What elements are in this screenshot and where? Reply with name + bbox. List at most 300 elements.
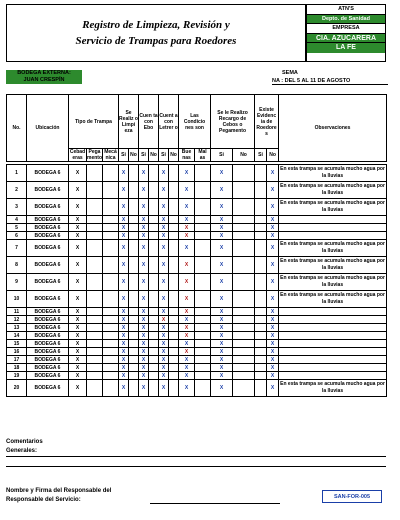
cebo-no-cell	[149, 240, 159, 257]
row-number: 7	[7, 240, 27, 257]
mecanica-cell	[103, 232, 119, 240]
evidencia-si-cell	[255, 182, 267, 199]
mecanica-cell	[103, 356, 119, 364]
cebaderas-mark: X	[69, 274, 87, 291]
cebaderas-mark: X	[69, 232, 87, 240]
evidencia-no-mark: X	[267, 372, 279, 380]
letrero-si-mark: X	[159, 257, 169, 274]
limpieza-no-cell	[129, 324, 139, 332]
cebo-no-cell	[149, 216, 159, 224]
pegamento-cell	[87, 316, 103, 324]
table-row	[7, 372, 387, 380]
cebo-no-cell	[149, 257, 159, 274]
pegamento-cell	[87, 257, 103, 274]
limpieza-no-cell	[129, 199, 139, 216]
letrero-no-cell	[169, 232, 179, 240]
sub-si: Si	[211, 149, 233, 162]
recargo-no-cell	[233, 240, 255, 257]
row-location: BODEGA 6	[27, 291, 69, 308]
letrero-si-mark: X	[159, 332, 169, 340]
evidencia-si-cell	[255, 199, 267, 216]
letrero-si-mark: X	[159, 356, 169, 364]
mecanica-cell	[103, 340, 119, 348]
observation-cell: En esta trampa se acumula mucho agua por la lluvias	[279, 240, 387, 257]
col-condiciones: Las Condicio nes son	[179, 95, 211, 149]
letrero-no-cell	[169, 308, 179, 316]
table-row	[7, 199, 387, 216]
letrero-si-mark: X	[159, 232, 169, 240]
row-number: 15	[7, 340, 27, 348]
letrero-no-cell	[169, 257, 179, 274]
cebo-si-mark: X	[139, 340, 149, 348]
pegamento-cell	[87, 216, 103, 224]
limpieza-si-mark: X	[119, 308, 129, 316]
cebo-no-cell	[149, 232, 159, 240]
pegamento-cell	[87, 199, 103, 216]
cebaderas-mark: X	[69, 348, 87, 356]
department-label: Depto. de Sanidad	[307, 15, 385, 25]
row-number: 10	[7, 291, 27, 308]
limpieza-no-cell	[129, 274, 139, 291]
col-letrero: Cuent a con Letrer o	[159, 95, 179, 149]
table-row	[7, 240, 387, 257]
limpieza-no-cell	[129, 332, 139, 340]
limpieza-no-cell	[129, 165, 139, 182]
row-number: 20	[7, 380, 27, 397]
pegamento-cell	[87, 324, 103, 332]
buenas-mark: X	[179, 356, 195, 364]
row-number: 3	[7, 199, 27, 216]
signature-line	[150, 503, 280, 504]
malas-cell	[195, 291, 211, 308]
observation-cell	[279, 316, 387, 324]
table-row	[7, 316, 387, 324]
row-location: BODEGA 6	[27, 332, 69, 340]
cebo-no-cell	[149, 308, 159, 316]
recargo-si-mark: X	[211, 240, 233, 257]
cebo-no-cell	[149, 291, 159, 308]
mecanica-cell	[103, 332, 119, 340]
letrero-si-mark: X	[159, 316, 169, 324]
mecanica-cell	[103, 380, 119, 397]
observation-cell: En esta trampa se acumula mucho agua por la lluvias	[279, 257, 387, 274]
sub-pegamento: Pega mento	[87, 149, 102, 161]
row-number: 8	[7, 257, 27, 274]
table-row	[7, 257, 387, 274]
table-row	[7, 364, 387, 372]
letrero-no-cell	[169, 224, 179, 232]
recargo-si-mark: X	[211, 316, 233, 324]
limpieza-no-cell	[129, 240, 139, 257]
row-number: 2	[7, 182, 27, 199]
col-tipo-trampa: Tipo de Trampa	[69, 95, 119, 149]
letrero-si-mark: X	[159, 199, 169, 216]
table-row	[7, 291, 387, 308]
cebo-si-mark: X	[139, 324, 149, 332]
malas-cell	[195, 165, 211, 182]
evidencia-no-mark: X	[267, 291, 279, 308]
pegamento-cell	[87, 182, 103, 199]
pegamento-cell	[87, 232, 103, 240]
buenas-mark: X	[179, 199, 195, 216]
table-row	[7, 356, 387, 364]
evidencia-no-mark: X	[267, 356, 279, 364]
row-number: 6	[7, 232, 27, 240]
limpieza-si-mark: X	[119, 348, 129, 356]
row-location: BODEGA 6	[27, 240, 69, 257]
limpieza-si-mark: X	[119, 257, 129, 274]
limpieza-si-mark: X	[119, 356, 129, 364]
observation-cell	[279, 372, 387, 380]
recargo-si-mark: X	[211, 165, 233, 182]
cebaderas-mark: X	[69, 356, 87, 364]
cebaderas-mark: X	[69, 364, 87, 372]
limpieza-no-cell	[129, 224, 139, 232]
recargo-si-mark: X	[211, 291, 233, 308]
recargo-no-cell	[233, 216, 255, 224]
mecanica-cell	[103, 199, 119, 216]
pegamento-cell	[87, 340, 103, 348]
evidencia-no-mark: X	[267, 232, 279, 240]
evidencia-si-cell	[255, 340, 267, 348]
mecanica-cell	[103, 364, 119, 372]
trap-register-table	[6, 94, 387, 397]
malas-cell	[195, 240, 211, 257]
comments-section	[6, 438, 43, 456]
malas-cell	[195, 364, 211, 372]
sub-no: No	[267, 149, 279, 162]
recargo-si-mark: X	[211, 216, 233, 224]
observation-cell: En esta trampa se acumula mucho agua por la lluvias	[279, 165, 387, 182]
general-label: Generales:	[6, 448, 38, 454]
recargo-no-cell	[233, 316, 255, 324]
limpieza-no-cell	[129, 232, 139, 240]
pegamento-cell	[87, 308, 103, 316]
observation-cell	[279, 340, 387, 348]
evidencia-si-cell	[255, 324, 267, 332]
mecanica-cell	[103, 316, 119, 324]
limpieza-no-cell	[129, 182, 139, 199]
recargo-si-mark: X	[211, 232, 233, 240]
letrero-no-cell	[169, 316, 179, 324]
evidencia-no-mark: X	[267, 324, 279, 332]
letrero-si-mark: X	[159, 364, 169, 372]
signature-section	[6, 487, 111, 505]
company-info-box	[306, 4, 386, 62]
cebo-si-mark: X	[139, 274, 149, 291]
form-title-box	[6, 4, 306, 62]
col-limpieza: Se Realiz o Limpi eza	[119, 95, 139, 149]
letrero-no-cell	[169, 274, 179, 291]
cebo-si-mark: X	[139, 364, 149, 372]
letrero-si-mark: X	[159, 348, 169, 356]
recargo-no-cell	[233, 364, 255, 372]
buenas-mark: X	[179, 232, 195, 240]
buenas-mark: X	[179, 165, 195, 182]
cebaderas-mark: X	[69, 240, 87, 257]
mecanica-cell	[103, 348, 119, 356]
recargo-no-cell	[233, 380, 255, 397]
mecanica-cell	[103, 216, 119, 224]
recargo-no-cell	[233, 182, 255, 199]
sub-no: No	[129, 149, 139, 162]
cebaderas-mark: X	[69, 380, 87, 397]
letrero-no-cell	[169, 380, 179, 397]
recargo-no-cell	[233, 199, 255, 216]
recargo-no-cell	[233, 356, 255, 364]
empresa-label: EMPRESA	[307, 24, 385, 34]
row-location: BODEGA 6	[27, 232, 69, 240]
recargo-no-cell	[233, 232, 255, 240]
sub-si: Si	[255, 149, 267, 162]
signature-label-1: Nombre y Firma del Responsable del	[6, 488, 112, 494]
limpieza-si-mark: X	[119, 182, 129, 199]
recargo-si-mark: X	[211, 274, 233, 291]
malas-cell	[195, 372, 211, 380]
recargo-si-mark: X	[211, 332, 233, 340]
letrero-no-cell	[169, 216, 179, 224]
sub-si: Si	[119, 149, 129, 162]
observation-cell	[279, 356, 387, 364]
table-row	[7, 348, 387, 356]
letrero-si-mark: X	[159, 380, 169, 397]
recargo-no-cell	[233, 165, 255, 182]
date-range: NA : DEL 5 AL 11 DE AGOSTO	[272, 78, 388, 85]
comment-line-2	[6, 466, 386, 467]
malas-cell	[195, 308, 211, 316]
letrero-no-cell	[169, 356, 179, 364]
row-number: 5	[7, 224, 27, 232]
evidencia-si-cell	[255, 308, 267, 316]
cebo-no-cell	[149, 372, 159, 380]
pegamento-cell	[87, 364, 103, 372]
buenas-mark: X	[179, 240, 195, 257]
letrero-si-mark: X	[159, 308, 169, 316]
malas-cell	[195, 348, 211, 356]
limpieza-no-cell	[129, 291, 139, 308]
recargo-si-mark: X	[211, 364, 233, 372]
sub-cebaderas: Cebad eras	[69, 149, 86, 161]
cebo-no-cell	[149, 182, 159, 199]
pegamento-cell	[87, 380, 103, 397]
malas-cell	[195, 257, 211, 274]
row-location: BODEGA 6	[27, 224, 69, 232]
cebo-si-mark: X	[139, 232, 149, 240]
col-recargo: Se le Realizo Recargo de Cebos o Pegamento	[211, 95, 255, 149]
table-row	[7, 232, 387, 240]
pegamento-cell	[87, 274, 103, 291]
row-location: BODEGA 6	[27, 364, 69, 372]
limpieza-si-mark: X	[119, 165, 129, 182]
malas-cell	[195, 199, 211, 216]
recargo-si-mark: X	[211, 380, 233, 397]
evidencia-no-mark: X	[267, 316, 279, 324]
limpieza-si-mark: X	[119, 316, 129, 324]
recargo-no-cell	[233, 257, 255, 274]
company-name-2: LA FE	[307, 43, 385, 53]
recargo-si-mark: X	[211, 308, 233, 316]
malas-cell	[195, 224, 211, 232]
mecanica-cell	[103, 372, 119, 380]
letrero-si-mark: X	[159, 182, 169, 199]
evidencia-no-mark: X	[267, 308, 279, 316]
pegamento-cell	[87, 224, 103, 232]
cebo-no-cell	[149, 332, 159, 340]
letrero-no-cell	[169, 332, 179, 340]
comments-label: Comentarios	[6, 439, 43, 445]
recargo-si-mark: X	[211, 340, 233, 348]
evidencia-no-mark: X	[267, 340, 279, 348]
col-no: No.	[7, 95, 27, 162]
cebo-si-mark: X	[139, 308, 149, 316]
evidencia-si-cell	[255, 372, 267, 380]
cebo-no-cell	[149, 316, 159, 324]
evidencia-si-cell	[255, 291, 267, 308]
pegamento-cell	[87, 291, 103, 308]
col-evidencia: Existe Evidenc ia de Roedore s	[255, 95, 279, 149]
table-row	[7, 332, 387, 340]
col-observaciones: Observaciones	[279, 95, 387, 162]
observation-cell: En esta trampa se acumula mucho agua por la lluvias	[279, 380, 387, 397]
row-number: 17	[7, 356, 27, 364]
row-number: 16	[7, 348, 27, 356]
cebo-no-cell	[149, 274, 159, 291]
recargo-no-cell	[233, 291, 255, 308]
cebo-si-mark: X	[139, 216, 149, 224]
cebo-si-mark: X	[139, 348, 149, 356]
table-row	[7, 308, 387, 316]
limpieza-no-cell	[129, 308, 139, 316]
sub-malas: Mal as	[195, 149, 211, 162]
cebaderas-mark: X	[69, 165, 87, 182]
limpieza-no-cell	[129, 380, 139, 397]
table-row	[7, 165, 387, 182]
evidencia-si-cell	[255, 216, 267, 224]
evidencia-no-mark: X	[267, 165, 279, 182]
cebo-no-cell	[149, 324, 159, 332]
letrero-si-mark: X	[159, 165, 169, 182]
recargo-si-mark: X	[211, 199, 233, 216]
cebo-no-cell	[149, 380, 159, 397]
row-number: 13	[7, 324, 27, 332]
buenas-mark: X	[179, 316, 195, 324]
observation-cell	[279, 324, 387, 332]
evidencia-no-mark: X	[267, 240, 279, 257]
limpieza-no-cell	[129, 316, 139, 324]
row-number: 11	[7, 308, 27, 316]
cebo-no-cell	[149, 356, 159, 364]
letrero-no-cell	[169, 240, 179, 257]
cebo-si-mark: X	[139, 291, 149, 308]
evidencia-no-mark: X	[267, 216, 279, 224]
row-location: BODEGA 6	[27, 316, 69, 324]
observation-cell: En esta trampa se acumula mucho agua por la lluvias	[279, 199, 387, 216]
malas-cell	[195, 380, 211, 397]
cebo-no-cell	[149, 224, 159, 232]
row-number: 14	[7, 332, 27, 340]
table-body	[7, 165, 387, 397]
cebo-no-cell	[149, 199, 159, 216]
evidencia-no-mark: X	[267, 274, 279, 291]
observation-cell	[279, 232, 387, 240]
observation-cell: En esta trampa se acumula mucho agua por la lluvias	[279, 274, 387, 291]
cebo-si-mark: X	[139, 332, 149, 340]
limpieza-si-mark: X	[119, 240, 129, 257]
recargo-no-cell	[233, 348, 255, 356]
buenas-mark: X	[179, 216, 195, 224]
recargo-si-mark: X	[211, 324, 233, 332]
cebaderas-mark: X	[69, 182, 87, 199]
pegamento-cell	[87, 372, 103, 380]
letrero-si-mark: X	[159, 216, 169, 224]
buenas-mark: X	[179, 291, 195, 308]
cebaderas-mark: X	[69, 216, 87, 224]
letrero-no-cell	[169, 372, 179, 380]
letrero-si-mark: X	[159, 240, 169, 257]
comment-line-1	[6, 456, 386, 457]
mecanica-cell	[103, 165, 119, 182]
recargo-si-mark: X	[211, 257, 233, 274]
row-location: BODEGA 6	[27, 165, 69, 182]
cebaderas-mark: X	[69, 340, 87, 348]
mecanica-cell	[103, 291, 119, 308]
row-location: BODEGA 6	[27, 274, 69, 291]
row-number: 4	[7, 216, 27, 224]
cebo-si-mark: X	[139, 224, 149, 232]
cebo-si-mark: X	[139, 182, 149, 199]
col-ubicacion: Ubicación	[27, 95, 69, 162]
table-row	[7, 182, 387, 199]
cebo-si-mark: X	[139, 199, 149, 216]
row-location: BODEGA 6	[27, 182, 69, 199]
table-row	[7, 274, 387, 291]
pegamento-cell	[87, 348, 103, 356]
evidencia-si-cell	[255, 380, 267, 397]
sub-no: No	[233, 149, 255, 162]
mecanica-cell	[103, 308, 119, 316]
row-number: 19	[7, 372, 27, 380]
buenas-mark: X	[179, 224, 195, 232]
evidencia-si-cell	[255, 274, 267, 291]
row-location: BODEGA 6	[27, 257, 69, 274]
buenas-mark: X	[179, 182, 195, 199]
limpieza-si-mark: X	[119, 372, 129, 380]
limpieza-no-cell	[129, 257, 139, 274]
sub-buenas: Bue nas	[179, 149, 195, 162]
limpieza-no-cell	[129, 364, 139, 372]
recargo-si-mark: X	[211, 356, 233, 364]
limpieza-si-mark: X	[119, 224, 129, 232]
limpieza-no-cell	[129, 216, 139, 224]
semana-label: SEMA	[282, 70, 298, 76]
limpieza-si-mark: X	[119, 340, 129, 348]
recargo-no-cell	[233, 372, 255, 380]
form-title-line1: Registro de Limpieza, Revisión y	[82, 19, 230, 31]
recargo-no-cell	[233, 340, 255, 348]
buenas-mark: X	[179, 308, 195, 316]
buenas-mark: X	[179, 257, 195, 274]
evidencia-no-mark: X	[267, 348, 279, 356]
cebo-si-mark: X	[139, 165, 149, 182]
recargo-no-cell	[233, 332, 255, 340]
observation-cell: En esta trampa se acumula mucho agua por la lluvias	[279, 291, 387, 308]
letrero-no-cell	[169, 165, 179, 182]
limpieza-si-mark: X	[119, 274, 129, 291]
signature-label-2: Responsable del Servicio:	[6, 497, 81, 503]
observation-cell: En esta trampa se acumula mucho agua por la lluvias	[279, 182, 387, 199]
malas-cell	[195, 274, 211, 291]
limpieza-si-mark: X	[119, 291, 129, 308]
